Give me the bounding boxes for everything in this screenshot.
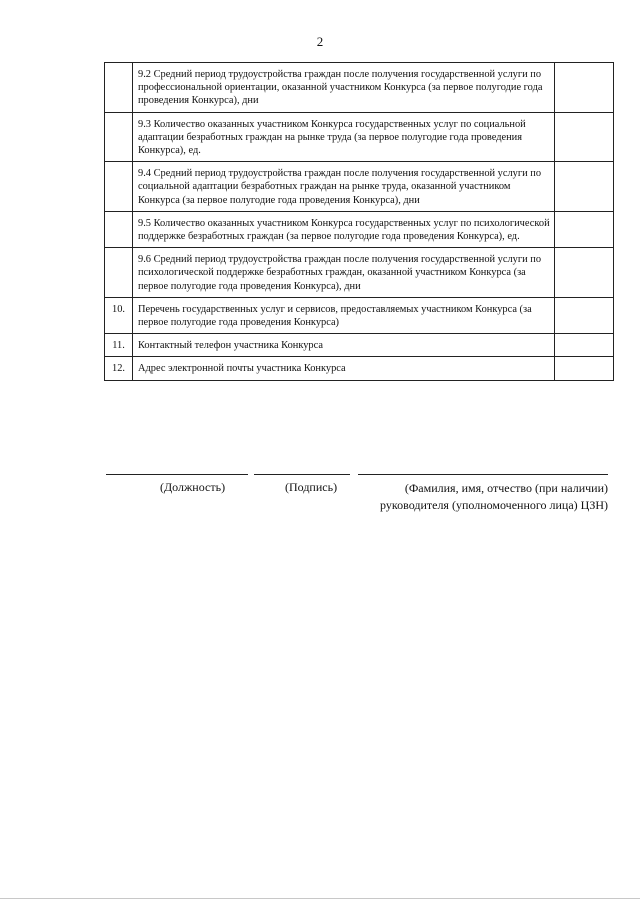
row-number-cell bbox=[105, 112, 133, 162]
value-cell[interactable] bbox=[555, 248, 614, 298]
table-row bbox=[105, 297, 614, 333]
value-cell[interactable] bbox=[555, 334, 614, 357]
name-caption-line-1: (Фамилия, имя, отчество (при наличии) bbox=[404, 481, 608, 495]
table-row bbox=[105, 112, 614, 162]
table-row bbox=[105, 334, 614, 357]
table-row bbox=[105, 63, 614, 113]
value-cell[interactable] bbox=[555, 63, 614, 113]
indicator-text-cell: Перечень государственных услуг и сервисов, предоставляемых участником Конкурса (за первое полугодие года проведения Конкурса) bbox=[133, 297, 555, 333]
position-line[interactable] bbox=[106, 474, 248, 475]
form-table bbox=[104, 62, 614, 381]
row-number-cell bbox=[105, 63, 133, 113]
row-number-cell bbox=[105, 248, 133, 298]
indicator-text-cell: 9.6 Средний период трудоустройства граждан после получения государственной услуги по психологической поддержке безработных граждан, оказанной участником Конкурса (за первое полугодие года проведения Конкурса), дни bbox=[133, 248, 555, 298]
signature-caption: (Подпись) bbox=[285, 480, 338, 494]
table-row bbox=[105, 248, 614, 298]
row-number-cell: 10. bbox=[105, 297, 133, 333]
value-cell[interactable] bbox=[555, 357, 614, 380]
row-number-cell bbox=[105, 211, 133, 247]
value-cell[interactable] bbox=[555, 297, 614, 333]
page-bottom-edge bbox=[0, 898, 640, 899]
value-cell[interactable] bbox=[555, 211, 614, 247]
signature-lines bbox=[106, 474, 608, 475]
indicator-text-cell: Адрес электронной почты участника Конкурса bbox=[133, 357, 555, 380]
row-number-cell: 12. bbox=[105, 357, 133, 380]
indicator-text-cell: 9.4 Средний период трудоустройства граждан после получения государственной услуги по социальной адаптации безработных граждан на рынке труда, оказанной участником Конкурса (за первое полугодие года проведения Конкурса), дни bbox=[133, 162, 555, 212]
page-number: 2 bbox=[316, 34, 324, 49]
value-cell[interactable] bbox=[555, 112, 614, 162]
signature-line[interactable] bbox=[254, 474, 350, 475]
name-caption-line-2: руководителя (уполномоченного лица) ЦЗН) bbox=[380, 498, 608, 512]
table-row bbox=[105, 357, 614, 380]
indicator-text-cell: 9.3 Количество оказанных участником Конкурса государственных услуг по социальной адаптации безработных граждан на рынке труда (за первое полугодие года проведения Конкурса), ед. bbox=[133, 112, 555, 162]
position-caption: (Должность) bbox=[160, 480, 226, 494]
table-row bbox=[105, 162, 614, 212]
indicator-text-cell: 9.5 Количество оказанных участником Конкурса государственных услуг по психологической поддержке безработных граждан (за первое полугодие года проведения Конкурса), ед. bbox=[133, 211, 555, 247]
table-row bbox=[105, 211, 614, 247]
indicator-text-cell: 9.2 Средний период трудоустройства граждан после получения государственной услуги по профессиональной ориентации, оказанной участником Конкурса (за первое полугодие года проведения Конкурса), дни bbox=[133, 63, 555, 113]
row-number-cell bbox=[105, 162, 133, 212]
indicator-text-cell: Контактный телефон участника Конкурса bbox=[133, 334, 555, 357]
value-cell[interactable] bbox=[555, 162, 614, 212]
row-number-cell: 11. bbox=[105, 334, 133, 357]
name-caption bbox=[380, 480, 608, 514]
name-line[interactable] bbox=[358, 474, 608, 475]
